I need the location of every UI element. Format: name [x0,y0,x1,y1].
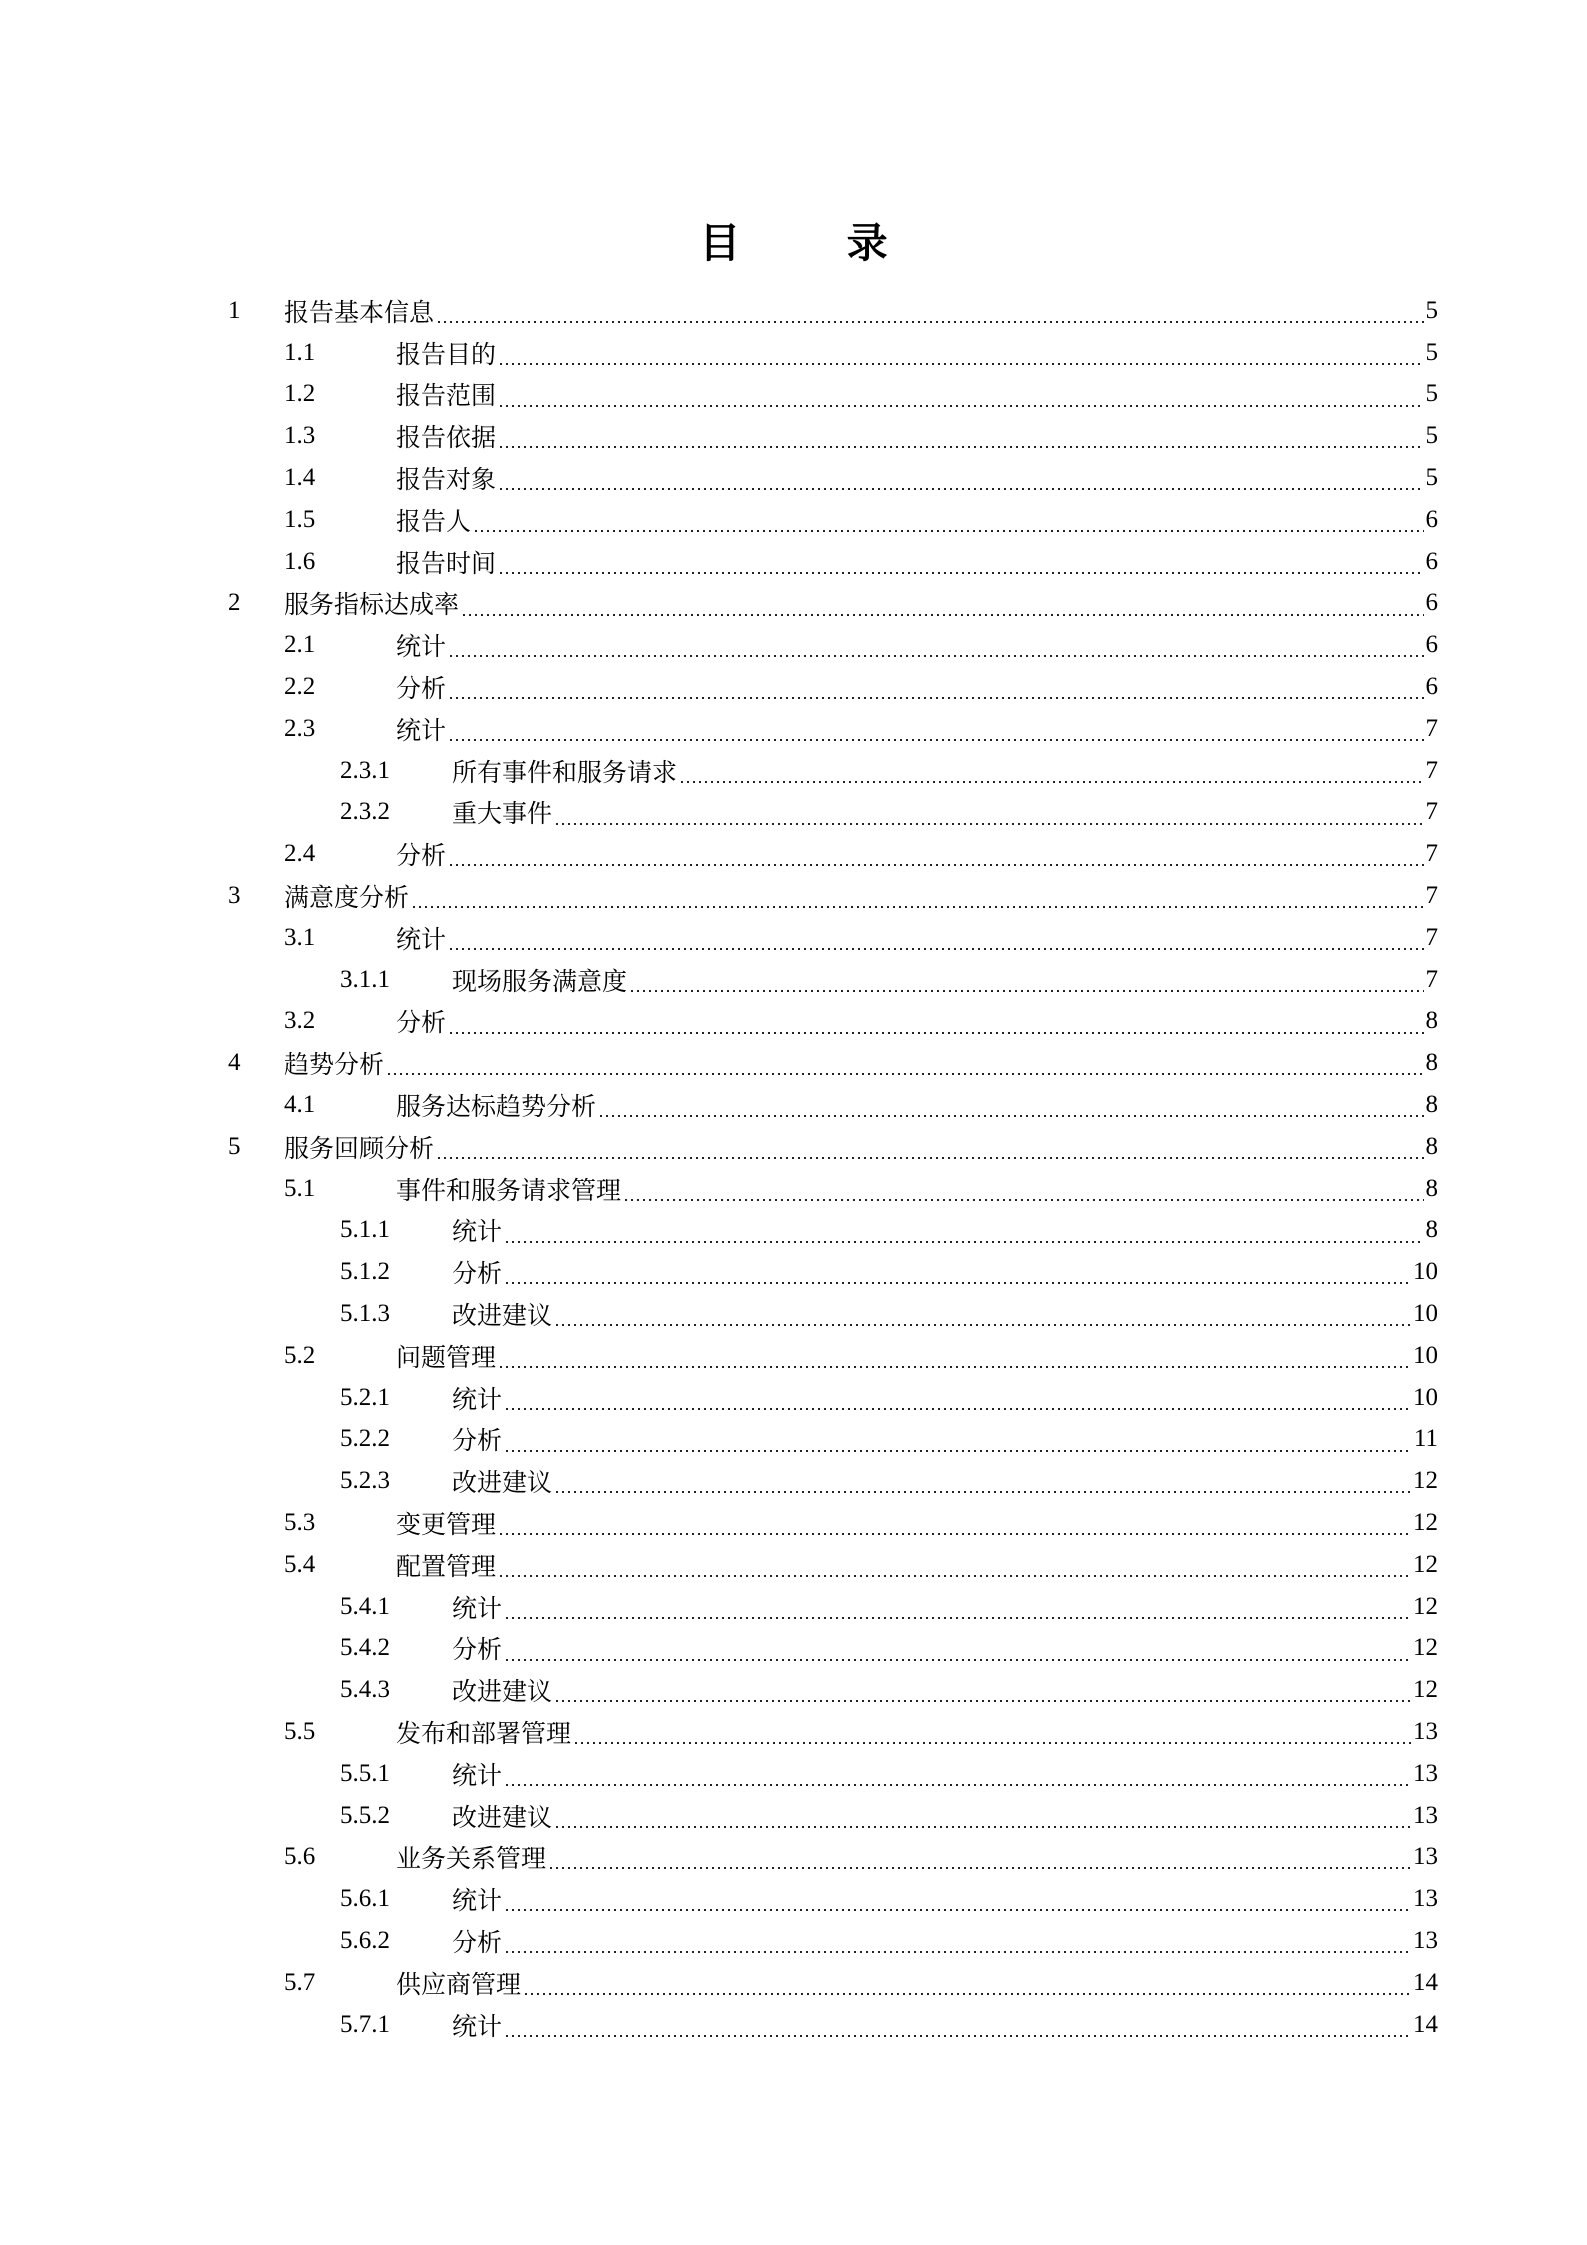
toc-entry[interactable] [228,1210,1438,1252]
toc-entry-page-number: 6 [1425,547,1438,575]
toc-entry-page-number: 7 [1425,923,1438,951]
toc-title: 目 录 [699,219,934,267]
toc-entry-line [452,1878,1438,1920]
toc-entry-page-number: 7 [1425,756,1438,784]
dot-leader [598,1084,1423,1126]
toc-entry-label: 满意度分析 [284,883,410,913]
toc-entry-number: 1.3 [284,422,316,450]
toc-entry[interactable] [228,1962,1438,2004]
dot-leader [473,499,1423,541]
toc-entry[interactable] [228,1795,1438,1837]
dot-leader [554,792,1423,834]
dot-leader [448,708,1423,750]
toc-entry-page-number: 7 [1425,798,1438,826]
toc-entry-number: 5.5.2 [340,1801,390,1829]
toc-entry-page-number: 7 [1425,714,1438,742]
toc-entry[interactable] [228,1878,1438,1920]
toc-entry[interactable] [228,1669,1438,1711]
dot-leader [504,1628,1411,1670]
dot-leader [504,2004,1411,2046]
dot-leader [498,541,1423,583]
toc-entry-label: 统计 [396,924,447,954]
toc-entry-label: 统计 [396,632,447,662]
toc-entry-number: 5.2 [284,1341,316,1369]
toc-entry-line [452,1920,1438,1962]
toc-entry-number: 3 [228,882,241,910]
dot-leader [448,1001,1423,1043]
dot-leader [448,624,1423,666]
toc-entry-number: 5.4.2 [340,1634,390,1662]
toc-entry-label: 报告依据 [396,423,497,453]
toc-entry-number: 5.1 [284,1174,316,1202]
toc-entry-line [396,499,1438,541]
dot-leader [436,290,1423,332]
toc-entry-label: 报告基本信息 [284,297,435,327]
toc-entry-line [396,1962,1438,2004]
toc-entry-page-number: 14 [1413,2010,1438,2038]
toc-entry-page-number: 13 [1413,1717,1438,1745]
toc-entry[interactable] [228,666,1438,708]
toc-entry[interactable] [228,1628,1438,1670]
toc-entry-page-number: 6 [1425,589,1438,617]
toc-entry-number: 3.2 [284,1007,316,1035]
toc-entry[interactable] [228,290,1438,332]
toc-entry-number: 1.5 [284,505,316,533]
toc-entry[interactable] [228,541,1438,583]
toc-entry-number: 5.2.1 [340,1383,390,1411]
toc-entry-line [452,1419,1438,1461]
dot-leader [498,1544,1411,1586]
toc-entry[interactable] [228,1377,1438,1419]
toc-entry[interactable] [228,1460,1438,1502]
toc-entry-page-number: 12 [1413,1676,1438,1704]
toc-entry-label: 统计 [452,1886,503,1916]
toc-entry-page-number: 11 [1413,1425,1438,1453]
toc-entry-number: 5.7.1 [340,2010,390,2038]
toc-entry-label: 服务回顾分析 [284,1133,435,1163]
toc-entry-page-number: 12 [1413,1634,1438,1662]
toc-entry-page-number: 7 [1425,965,1438,993]
toc-entry-page-number: 5 [1425,422,1438,450]
toc-entry-number: 4 [228,1049,241,1077]
toc-entry-label: 现场服务满意度 [452,966,628,996]
toc-entry-label: 趋势分析 [284,1050,385,1080]
toc-entry-line [396,1711,1438,1753]
toc-entry-label: 供应商管理 [396,1969,522,1999]
toc-entry[interactable] [228,415,1438,457]
toc-entry-label: 报告人 [396,506,472,536]
toc-entry-number: 5.6.2 [340,1926,390,1954]
toc-entry-page-number: 8 [1425,1174,1438,1202]
toc-entry-page-number: 13 [1413,1926,1438,1954]
dot-leader [498,415,1423,457]
toc-entry[interactable] [228,583,1438,625]
toc-entry-line [452,1669,1438,1711]
dot-leader [411,875,1423,917]
toc-entry[interactable] [228,374,1438,416]
toc-entry-number: 5.2.3 [340,1467,390,1495]
toc-entry-page-number: 14 [1413,1968,1438,1996]
toc-entry[interactable] [228,1126,1438,1168]
toc-entry-label: 统计 [452,1760,503,1790]
toc-entry-line [452,1753,1438,1795]
dot-leader [448,666,1423,708]
toc-entry-number: 5.1.2 [340,1258,390,1286]
toc-entry-number: 5.1.1 [340,1216,390,1244]
toc-entry-line [452,1460,1438,1502]
toc-entry-number: 5.4 [284,1550,316,1578]
dot-leader [498,1335,1411,1377]
dot-leader [679,750,1423,792]
toc-entry-label: 发布和部署管理 [396,1718,572,1748]
dot-leader [386,1042,1423,1084]
toc-entry-label: 重大事件 [452,799,553,829]
toc-entry-label: 报告对象 [396,465,497,495]
toc-entry[interactable] [228,2004,1438,2046]
toc-entry-page-number: 6 [1425,673,1438,701]
dot-leader [436,1126,1423,1168]
toc-entry-line [396,1836,1438,1878]
dot-leader [504,1878,1411,1920]
toc-entry[interactable] [228,750,1438,792]
toc-entry-label: 服务达标趋势分析 [396,1092,597,1122]
toc-entry-number: 5.2.2 [340,1425,390,1453]
dot-leader [498,374,1423,416]
toc-entry[interactable] [228,1419,1438,1461]
toc-entry-label: 配置管理 [396,1551,497,1581]
dot-leader [448,833,1423,875]
toc-entry[interactable] [228,792,1438,834]
toc-entry-number: 5.6 [284,1843,316,1871]
toc-entry-label: 分析 [452,1426,503,1456]
toc-entry-line [396,1168,1438,1210]
toc-entry-line [452,792,1438,834]
dot-leader [554,1795,1411,1837]
toc-entry-page-number: 12 [1413,1550,1438,1578]
toc-entry-line [396,708,1438,750]
toc-entry-number: 2.3.1 [340,756,390,784]
toc-entry-label: 改进建议 [452,1301,553,1331]
toc-entry-line [452,1377,1438,1419]
toc-entry-label: 分析 [452,1635,503,1665]
toc-entry-page-number: 13 [1413,1843,1438,1871]
toc-entry-label: 统计 [452,1217,503,1247]
toc-entry-page-number: 8 [1425,1132,1438,1160]
toc-entry-line [396,374,1438,416]
toc-entry-number: 2.3.2 [340,798,390,826]
toc-entry-line [396,1001,1438,1043]
toc-entry-number: 1.2 [284,380,316,408]
toc-entry[interactable] [228,917,1438,959]
toc-entry[interactable] [228,708,1438,750]
dot-leader [573,1711,1411,1753]
toc-entry-page-number: 12 [1413,1467,1438,1495]
toc-entry[interactable] [228,624,1438,666]
toc-entry-label: 事件和服务请求管理 [396,1175,622,1205]
toc-entry-number: 2.3 [284,714,316,742]
toc-entry-page-number: 10 [1413,1300,1438,1328]
toc-entry-line [452,750,1438,792]
toc-entry-line [396,666,1438,708]
toc-entry-page-number: 13 [1413,1801,1438,1829]
toc-entry[interactable] [228,1293,1438,1335]
toc-entry-page-number: 8 [1425,1007,1438,1035]
toc-entry-label: 变更管理 [396,1510,497,1539]
toc-entry[interactable] [228,1001,1438,1043]
toc-entry-line [396,833,1438,875]
toc-entry-page-number: 7 [1425,882,1438,910]
toc-entry[interactable] [228,833,1438,875]
toc-entry[interactable] [228,1168,1438,1210]
toc-entry[interactable] [228,1502,1438,1544]
toc-entry-line [396,917,1438,959]
toc-entry-label: 统计 [452,2011,503,2041]
toc-entry-line [396,1084,1438,1126]
toc-entry-number: 5.4.1 [340,1592,390,1620]
toc-entry[interactable] [228,1920,1438,1962]
toc-entry-number: 2.2 [284,673,316,701]
toc-entry-label: 分析 [452,1927,503,1957]
toc-entry-page-number: 10 [1413,1258,1438,1286]
toc-entry-number: 5.1.3 [340,1300,390,1328]
toc-entry-line [452,1795,1438,1837]
dot-leader [554,1669,1411,1711]
toc-entry-label: 改进建议 [452,1677,553,1707]
toc-entry-number: 5.6.1 [340,1885,390,1913]
toc-entry-number: 2.4 [284,840,316,868]
toc-entry-line [284,1042,1438,1084]
toc-entry-page-number: 6 [1425,631,1438,659]
dot-leader [504,1377,1411,1419]
toc-entry-line [452,2004,1438,2046]
toc-entry-number: 1.1 [284,338,316,366]
toc-entry-line [396,457,1438,499]
toc-entry-line [396,1544,1438,1586]
toc-entry-page-number: 5 [1425,380,1438,408]
toc-entry-line [452,1586,1438,1628]
toc-entry-line [452,959,1438,1001]
dot-leader [498,457,1423,499]
toc-entry-label: 统计 [452,1593,503,1623]
dot-leader [629,959,1423,1001]
toc-entry-line [284,290,1438,332]
dot-leader [623,1168,1423,1210]
toc-entry-line [284,583,1438,625]
toc-entry-number: 5.7 [284,1968,316,1996]
toc-entry-number: 3.1 [284,923,316,951]
dot-leader [548,1836,1411,1878]
toc-entry-label: 所有事件和服务请求 [452,757,678,787]
toc-entry-line [284,875,1438,917]
toc-entry-line [396,1502,1438,1544]
dot-leader [523,1962,1411,2004]
dot-leader [504,1251,1411,1293]
toc-entry-page-number: 8 [1425,1216,1438,1244]
toc-entry-number: 2 [228,589,241,617]
toc-entry[interactable] [228,1586,1438,1628]
toc-entry-label: 分析 [396,841,447,871]
dot-leader [504,1210,1423,1252]
toc-entry[interactable] [228,1335,1438,1377]
toc-entry-line [396,541,1438,583]
toc-entry-number: 4.1 [284,1091,316,1119]
dot-leader [504,1920,1411,1962]
toc-entry-page-number: 5 [1425,464,1438,492]
toc-entry-number: 5.3 [284,1509,316,1536]
toc-entry-page-number: 12 [1413,1592,1438,1620]
toc-entry-page-number: 8 [1425,1049,1438,1077]
toc-entry-line [284,1126,1438,1168]
toc-entry-number: 1.6 [284,547,316,575]
toc-entry-number: 5.4.3 [340,1676,390,1704]
toc-entry[interactable] [228,499,1438,541]
toc-entry-label: 改进建议 [452,1802,553,1832]
toc-entry-label: 统计 [452,1384,503,1414]
toc-entry-line [452,1251,1438,1293]
toc-entry-number: 3.1.1 [340,965,390,993]
dot-leader [461,583,1423,625]
toc-entry-number: 5.5 [284,1717,316,1745]
toc-entry-label: 统计 [396,715,447,745]
dot-leader [554,1293,1411,1335]
toc-entry-page-number: 5 [1425,338,1438,366]
toc-entry-number: 1 [228,296,241,324]
table-of-contents [228,290,1438,2045]
toc-entry-label: 服务指标达成率 [284,590,460,620]
toc-entry[interactable] [228,1251,1438,1293]
toc-entry[interactable] [228,875,1438,917]
dot-leader [498,1502,1411,1544]
toc-entry-label: 报告范围 [396,381,497,411]
toc-entry-line [396,1335,1438,1377]
toc-entry-page-number: 13 [1413,1885,1438,1913]
dot-leader [504,1419,1412,1461]
toc-entry-label: 分析 [452,1259,503,1289]
toc-entry[interactable] [228,1084,1438,1126]
toc-entry[interactable] [228,1544,1438,1586]
toc-entry-number: 2.1 [284,631,316,659]
toc-entry-label: 改进建议 [452,1468,553,1498]
toc-entry-line [452,1210,1438,1252]
toc-entry-label: 报告时间 [396,548,497,578]
toc-entry-label: 报告目的 [396,339,497,369]
dot-leader [504,1753,1411,1795]
toc-entry[interactable] [228,1711,1438,1753]
toc-entry-page-number: 6 [1425,505,1438,533]
toc-entry-label: 分析 [396,1008,447,1038]
toc-entry-page-number: 10 [1413,1383,1438,1411]
toc-entry-label: 分析 [396,674,447,704]
toc-entry-page-number: 10 [1413,1341,1438,1369]
toc-entry[interactable] [228,457,1438,499]
toc-entry[interactable] [228,332,1438,374]
toc-entry-page-number: 8 [1425,1091,1438,1119]
toc-entry-number: 5 [228,1132,241,1160]
toc-entry-label: 问题管理 [396,1342,497,1372]
toc-entry-page-number: 7 [1425,840,1438,868]
toc-entry[interactable] [228,959,1438,1001]
dot-leader [504,1586,1411,1628]
toc-entry[interactable] [228,1042,1438,1084]
toc-entry-page-number: 13 [1413,1759,1438,1787]
toc-entry[interactable] [228,1836,1438,1878]
toc-entry-line [396,415,1438,457]
toc-entry-number: 1.4 [284,464,316,492]
toc-entry-page-number: 5 [1425,296,1438,324]
dot-leader [448,917,1423,959]
dot-leader [554,1460,1411,1502]
toc-entry-line [452,1293,1438,1335]
toc-entry-line [452,1628,1438,1670]
toc-entry-line [396,624,1438,666]
toc-entry-line [396,332,1438,374]
toc-entry-page-number: 12 [1413,1509,1438,1536]
toc-entry[interactable] [228,1753,1438,1795]
dot-leader [498,332,1423,374]
toc-entry-number: 5.5.1 [340,1759,390,1787]
toc-entry-label: 业务关系管理 [396,1844,547,1874]
